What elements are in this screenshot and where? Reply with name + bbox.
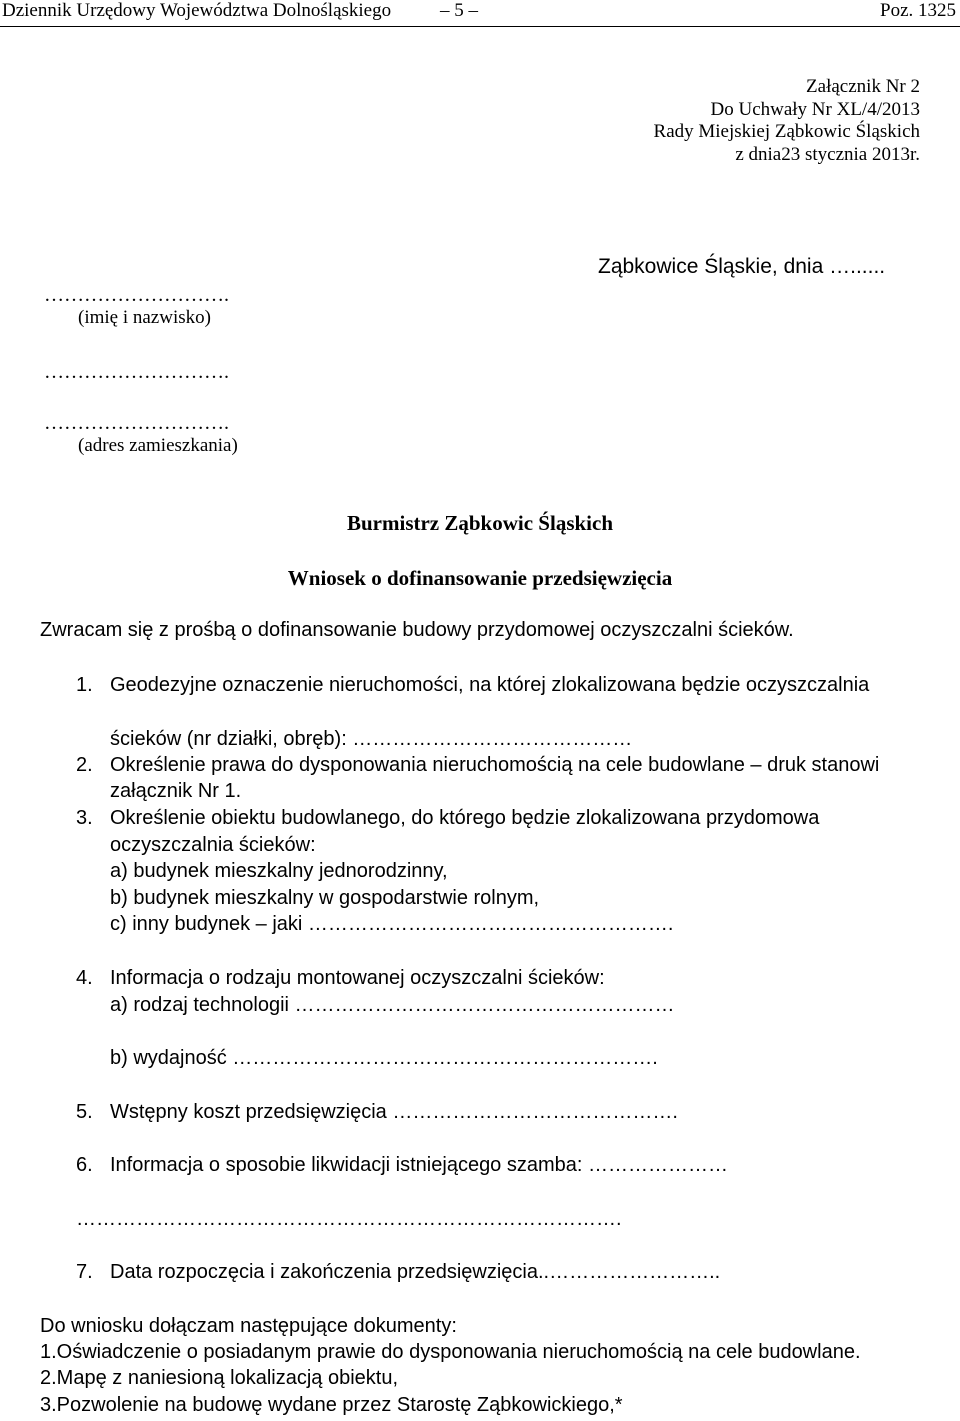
item-1-number: 1. bbox=[76, 674, 93, 696]
item-6-line-2: ………………………………………………………………………. bbox=[76, 1208, 622, 1230]
item-7-line-1: Data rozpoczęcia i zakończenia przedsięwzięcia..…………………….. bbox=[110, 1261, 721, 1283]
item-3-line-1: Określenie obiektu budowlanego, do którego będzie zlokalizowana przydomowa bbox=[110, 807, 820, 829]
item-6-line-1: Informacja o sposobie likwidacji istniejącego szamba: ………………… bbox=[110, 1154, 729, 1176]
item-5-number: 5. bbox=[76, 1101, 93, 1123]
item-4-number: 4. bbox=[76, 967, 93, 989]
attachment-1: 1.Oświadczenie o posiadanym prawie do dysponowania nieruchomością na cele budowlane. bbox=[40, 1341, 861, 1363]
item-7-number: 7. bbox=[76, 1261, 93, 1283]
item-4-line-1: Informacja o rodzaju montowanej oczyszczalni ścieków: bbox=[110, 967, 605, 989]
address-dots-1: ………………………. bbox=[44, 361, 229, 383]
item-3-line-2: oczyszczalnia ścieków: bbox=[110, 834, 316, 856]
item-5-line-1: Wstępny koszt przedsięwzięcia ……………………………………. bbox=[110, 1101, 678, 1123]
item-6-number: 6. bbox=[76, 1154, 93, 1176]
position-number: Poz. 1325 bbox=[880, 0, 956, 21]
addressee: Burmistrz Ząbkowic Śląskich bbox=[346, 511, 614, 535]
header-rule bbox=[0, 26, 960, 27]
attachment-3: 3.Pozwolenie na budowę wydane przez Starostę Ząbkowickiego,* bbox=[40, 1394, 623, 1416]
item-2-number: 2. bbox=[76, 754, 93, 776]
intro-text: Zwracam się z prośbą o dofinansowanie budowy przydomowej oczyszczalni ścieków. bbox=[40, 619, 794, 641]
page-number: – 5 – bbox=[440, 0, 478, 21]
item-4-option-a: a) rodzaj technologii ………………………………………………… bbox=[110, 994, 675, 1016]
item-4-option-b: b) wydajność ………………………………………………………. bbox=[110, 1047, 658, 1069]
item-3-number: 3. bbox=[76, 807, 93, 829]
name-dots: ………………………. bbox=[44, 284, 229, 306]
annex-line-2: Do Uchwały Nr XL/4/2013 bbox=[710, 99, 920, 120]
item-2-line-2: załącznik Nr 1. bbox=[110, 780, 242, 802]
name-caption: (imię i nazwisko) bbox=[78, 307, 211, 328]
item-1-line-2: ścieków (nr działki, obręb): …………………………………… bbox=[110, 728, 633, 750]
annex-line-1: Załącznik Nr 2 bbox=[806, 76, 920, 97]
annex-line-3: Rady Miejskiej Ząbkowic Śląskich bbox=[653, 121, 920, 142]
address-caption: (adres zamieszkania) bbox=[78, 435, 238, 456]
place-date: Ząbkowice Śląskie, dnia …...... bbox=[598, 255, 886, 278]
annex-line-4: z dnia23 stycznia 2013r. bbox=[735, 144, 920, 165]
item-2-line-1: Określenie prawa do dysponowania nieruchomością na cele budowlane – druk stanowi bbox=[110, 754, 880, 776]
journal-title: Dziennik Urzędowy Województwa Dolnośląskiego bbox=[2, 0, 392, 21]
document-title: Wniosek o dofinansowanie przedsięwzięcia bbox=[287, 566, 673, 590]
item-3-option-a: a) budynek mieszkalny jednorodzinny, bbox=[110, 860, 448, 882]
item-3-option-c: c) inny budynek – jaki ………………………………………………. bbox=[110, 913, 674, 935]
address-dots-2: ………………………. bbox=[44, 412, 229, 434]
item-3-option-b: b) budynek mieszkalny w gospodarstwie rolnym, bbox=[110, 887, 540, 909]
attachments-heading: Do wniosku dołączam następujące dokumenty: bbox=[40, 1315, 457, 1337]
item-1-line-1: Geodezyjne oznaczenie nieruchomości, na której zlokalizowana będzie oczyszczalnia bbox=[110, 674, 870, 696]
attachment-2: 2.Mapę z naniesioną lokalizacją obiektu, bbox=[40, 1367, 398, 1389]
